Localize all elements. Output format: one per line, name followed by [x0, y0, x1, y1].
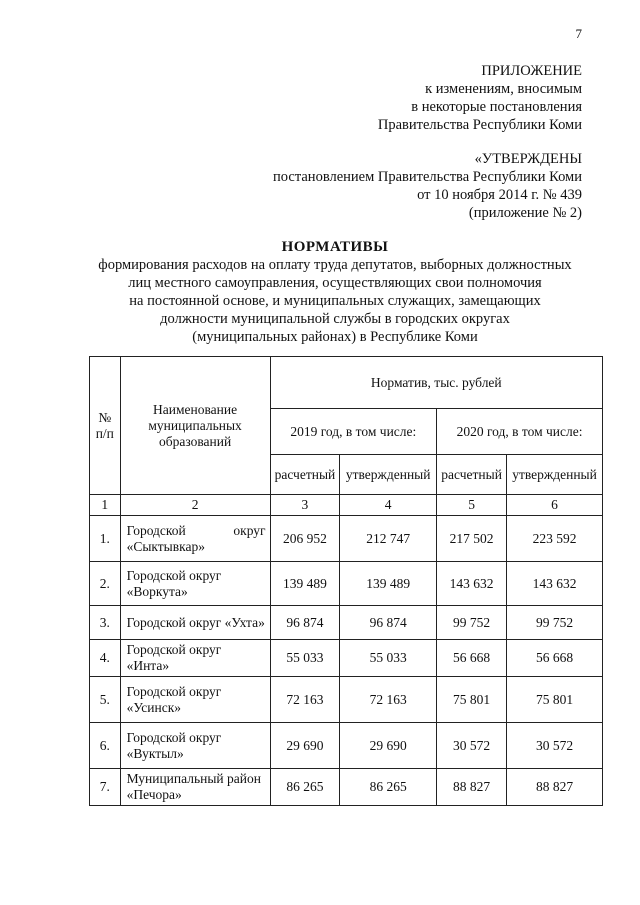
row-num: 4.	[90, 640, 121, 677]
row-approved-2019: 86 265	[340, 769, 437, 806]
col-number: 2	[120, 495, 270, 516]
appendix-block	[378, 62, 582, 134]
approved-line: постановлением Правительства Республики Коми	[273, 169, 582, 185]
page-number: 7	[575, 26, 582, 41]
approved-block	[273, 150, 582, 222]
row-calc-2019: 86 265	[270, 769, 340, 806]
row-name: Городской округ «Вуктыл»	[120, 723, 270, 769]
row-name: Городской округ «Воркута»	[120, 562, 270, 606]
approved-line: от 10 ноября 2014 г. № 439	[417, 187, 582, 203]
row-calc-2019: 206 952	[270, 516, 340, 562]
title-line: должности муниципальной службы в городских округах	[160, 311, 510, 327]
row-approved-2020: 223 592	[507, 516, 603, 562]
row-num: 1.	[90, 516, 121, 562]
row-name: Муниципальный район «Печора»	[120, 769, 270, 806]
title-line: (муниципальных районах) в Республике Коми	[192, 329, 478, 345]
row-name: Городской округ «Усинск»	[120, 677, 270, 723]
document-title	[60, 238, 610, 346]
header-2019: 2019 год, в том числе:	[270, 409, 437, 455]
appendix-line: в некоторые постановления	[411, 99, 582, 115]
row-num: 2.	[90, 562, 121, 606]
column-number-row	[90, 495, 603, 516]
norms-table	[89, 356, 603, 806]
title-heading: НОРМАТИВЫ	[281, 239, 389, 255]
header-norm: Норматив, тыс. рублей	[270, 357, 602, 409]
row-approved-2019: 96 874	[340, 606, 437, 640]
appendix-line: Правительства Республики Коми	[377, 117, 582, 133]
row-name: Городской округ «Сыктывкар»	[120, 516, 270, 562]
table-row	[90, 562, 603, 606]
appendix-title: ПРИЛОЖЕНИЕ	[481, 63, 582, 79]
header-name: Наименование муниципальных образований	[120, 357, 270, 495]
row-calc-2020: 56 668	[437, 640, 507, 677]
header-approved-2019: утвержденный	[340, 455, 437, 495]
col-number: 1	[90, 495, 121, 516]
appendix-line: к изменениям, вносимым	[425, 81, 582, 97]
title-line: формирования расходов на оплату труда депутатов, выборных должностных	[98, 257, 572, 273]
approved-title: «УТВЕРЖДЕНЫ	[474, 151, 582, 167]
row-approved-2019: 29 690	[340, 723, 437, 769]
table-row	[90, 516, 603, 562]
table-row	[90, 723, 603, 769]
table-row	[90, 640, 603, 677]
col-number: 4	[340, 495, 437, 516]
row-calc-2020: 75 801	[437, 677, 507, 723]
row-num: 6.	[90, 723, 121, 769]
row-approved-2019: 55 033	[340, 640, 437, 677]
col-number: 6	[507, 495, 603, 516]
table-row	[90, 769, 603, 806]
header-calc-2020: расчетный	[437, 455, 507, 495]
table-row	[90, 606, 603, 640]
row-approved-2020: 88 827	[507, 769, 603, 806]
header-2020: 2020 год, в том числе:	[437, 409, 603, 455]
row-name: Городской округ «Инта»	[120, 640, 270, 677]
col-number: 3	[270, 495, 340, 516]
approved-line: (приложение № 2)	[468, 205, 582, 221]
header-calc-2019: расчетный	[270, 455, 340, 495]
row-approved-2020: 99 752	[507, 606, 603, 640]
row-approved-2020: 30 572	[507, 723, 603, 769]
row-calc-2019: 139 489	[270, 562, 340, 606]
row-approved-2020: 56 668	[507, 640, 603, 677]
row-calc-2020: 217 502	[437, 516, 507, 562]
row-calc-2020: 143 632	[437, 562, 507, 606]
header-approved-2020: утвержденный	[507, 455, 603, 495]
title-line: на постоянной основе, и муниципальных служащих, замещающих	[129, 293, 541, 309]
row-calc-2019: 29 690	[270, 723, 340, 769]
row-calc-2020: 30 572	[437, 723, 507, 769]
row-approved-2019: 212 747	[340, 516, 437, 562]
row-num: 3.	[90, 606, 121, 640]
header-num: № п/п	[90, 357, 121, 495]
row-approved-2020: 143 632	[507, 562, 603, 606]
row-calc-2019: 55 033	[270, 640, 340, 677]
row-approved-2020: 75 801	[507, 677, 603, 723]
row-num: 7.	[90, 769, 121, 806]
col-number: 5	[437, 495, 507, 516]
title-line: лиц местного самоуправления, осуществляющих свои полномочия	[128, 275, 542, 291]
row-calc-2019: 96 874	[270, 606, 340, 640]
row-calc-2020: 88 827	[437, 769, 507, 806]
row-approved-2019: 139 489	[340, 562, 437, 606]
row-approved-2019: 72 163	[340, 677, 437, 723]
row-calc-2020: 99 752	[437, 606, 507, 640]
row-calc-2019: 72 163	[270, 677, 340, 723]
table-row	[90, 677, 603, 723]
row-name: Городской округ «Ухта»	[120, 606, 270, 640]
row-num: 5.	[90, 677, 121, 723]
